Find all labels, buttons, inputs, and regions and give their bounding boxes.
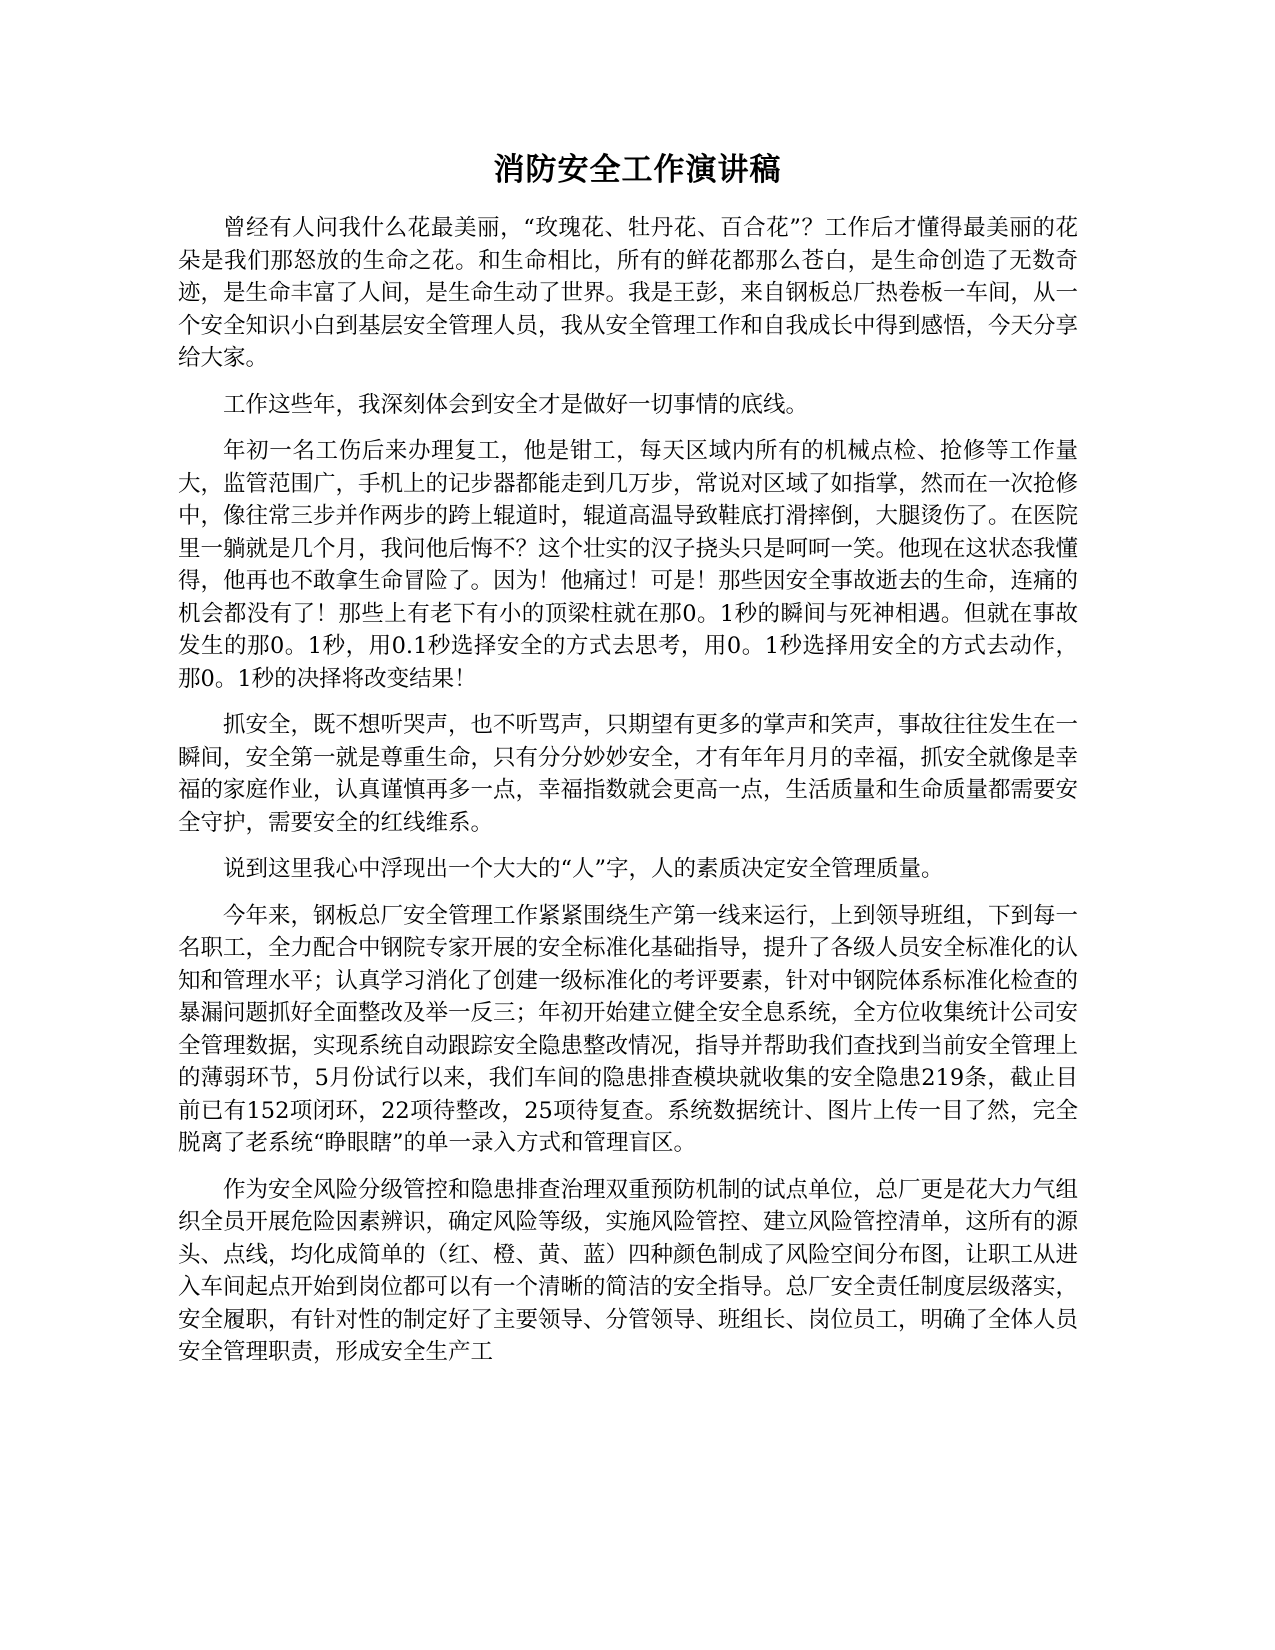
paragraph-5: 说到这里我心中浮现出一个大大的“人”字，人的素质决定安全管理质量。 xyxy=(223,856,944,882)
paragraph-2: 工作这些年，我深刻体会到安全才是做好一切事情的底线。 xyxy=(223,391,809,418)
paragraph-4: 抓安全，既不想听哭声，也不听骂声，只期望有更多的掌声和笑声，事故往往发生在一瞬间，安全第一就是尊重生命，只有分分妙妙安全，才有年年月月的幸福，抓安全就像是幸福的家庭作业，认真谨慎再多一点，幸福指数就会更高一点，生活质量和生命质量都需要安全守护，需要安全的红线维系。 xyxy=(178,712,1079,836)
paragraph-1: 曾经有人问我什么花最美丽，“玫瑰花、牡丹花、百合花”？工作后才懂得最美丽的花朵是我们那怒放的生命之花。和生命相比，所有的鲜花都那么苍白，是生命创造了无数奇迹，是生命丰富了人间，是生命生动了世界。我是王彭，来自钢板总厂热卷板一车间，从一个安全知识小白到基层安全管理人员，我从安全管理工作和自我成长中得到感悟，今天分享给大家。 xyxy=(178,215,1079,371)
document-title: 消防安全工作演讲稿 xyxy=(493,152,782,188)
paragraph-7: 作为安全风险分级管控和隐患排查治理双重预防机制的试点单位，总厂更是花大力气组织全员开展危险因素辨识，确定风险等级，实施风险管控、建立风险管控清单，这所有的源头、点线，均化成简单的（红、橙、黄、蓝）四种颜色制成了风险空间分布图，让职工从进入车间起点开始到岗位都可以有一个清晰的简洁的安全指导。总厂安全责任制度层级落实，安全履职，有针对性的制定好了主要领导、分管领导、班组长、岗位员工，明确了全体人员安全管理职责，形成安全生产工 xyxy=(178,1176,1079,1365)
document-body xyxy=(178,212,1078,1383)
paragraph-6: 今年来，钢板总厂安全管理工作紧紧围绕生产第一线来运行，上到领导班组，下到每一名职工，全力配合中钢院专家开展的安全标准化基础指导，提升了各级人员安全标准化的认知和管理水平；认真学习消化了创建一级标准化的考评要素，针对中钢院体系标准化检查的暴漏问题抓好全面整改及举一反三；年初开始建立健全安全息系统，全方位收集统计公司安全管理数据，实现系统自动跟踪安全隐患整改情况，指导并帮助我们查找到当前安全管理上的薄弱环节，5月份试行以来，我们车间的隐患排查模块就收集的安全隐患219条，截止目前已有152项闭环，22项待整改，25项待复查。系统数据统计、图片上传一目了然，完全脱离了老系统“睁眼瞎”的单一录入方式和管理盲区。 xyxy=(178,902,1079,1156)
paragraph-3: 年初一名工伤后来办理复工，他是钳工，每天区域内所有的机械点检、抢修等工作量大，监管范围广，手机上的记步器都能走到几万步，常说对区域了如指掌，然而在一次抢修中，像往常三步并作两步的跨上辊道时，辊道高温导致鞋底打滑摔倒，大腿烫伤了。在医院里一躺就是几个月，我问他后悔不？这个壮实的汉子挠头只是呵呵一笑。他现在这状态我懂得，他再也不敢拿生命冒险了。因为！他痛过！可是！那些因安全事故逝去的生命，连痛的机会都没有了！那些上有老下有小的顶梁柱就在那0。1秒的瞬间与死神相遇。但就在事故发生的那0。1秒，用0.1秒选择安全的方式去思考，用0。1秒选择用安全的方式去动作，那0。1秒的决择将改变结果！ xyxy=(178,438,1079,692)
